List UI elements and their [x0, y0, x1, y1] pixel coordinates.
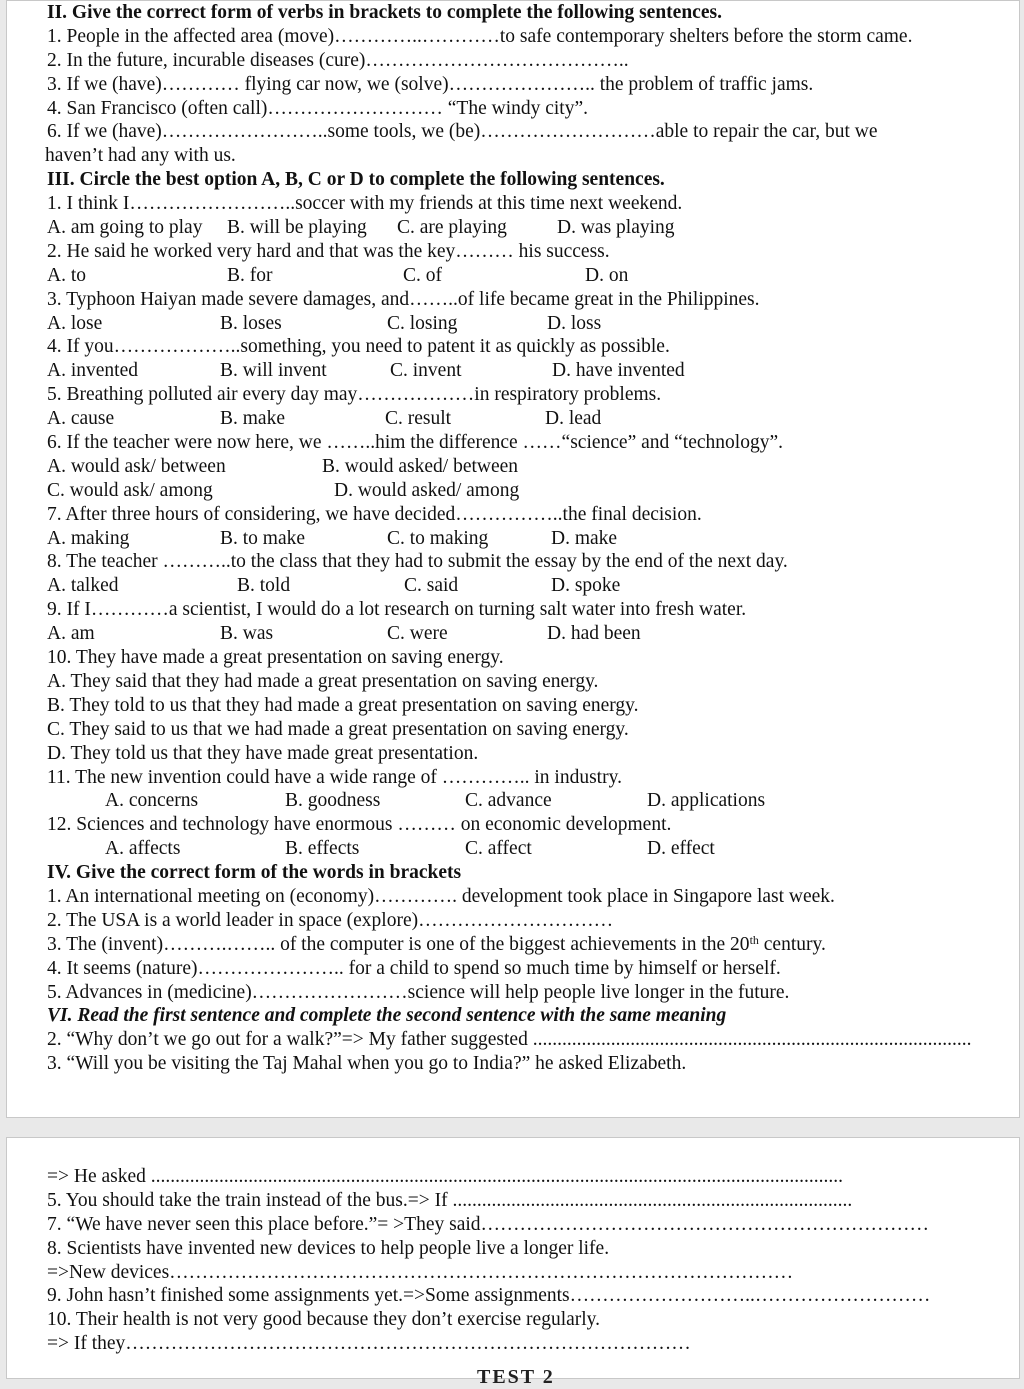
sec4-question-5: 5. Advances in (medicine)……………………science will help people live longer in the future.	[47, 981, 790, 1003]
option-b: B. would asked/ between	[322, 455, 519, 477]
sec2-question-6-cont: haven’t had any with us.	[45, 145, 236, 167]
option-a: A. cause	[47, 408, 115, 430]
sec2-question-6: 6. If we (have)……………………..some tools, we (be)………………………able to repair the car, but we	[47, 121, 878, 143]
option-b: B. effects	[285, 838, 360, 860]
option-c: C. were	[387, 623, 448, 645]
option-c: C. losing	[387, 312, 458, 334]
sec3-question: 2. He said he worked very hard and that was the key……… his success.	[47, 240, 610, 262]
section-3-heading: III. Circle the best option A, B, C or D to complete the following sentences.	[47, 169, 665, 191]
page-1-content	[47, 1, 999, 1076]
section-6-heading: VI. Read the first sentence and complete the second sentence with the same meaning	[47, 1005, 727, 1027]
option-d: D. would asked/ among	[334, 479, 520, 501]
option-d: D. was playing	[557, 217, 675, 239]
sec3-options	[47, 407, 999, 431]
section-4-heading: IV. Give the correct form of the words in brackets	[47, 862, 462, 884]
sec4-question-3	[47, 933, 999, 957]
sec2-question-2: 2. In the future, incurable diseases (cure)…………………………………..	[47, 49, 629, 71]
option-a: A. lose	[47, 312, 103, 334]
option-d: D. lead	[545, 408, 602, 430]
option-a: A. talked	[47, 575, 119, 597]
sec3-question-11: 11. The new invention could have a wide range of ………….. in industry.	[47, 766, 622, 788]
option-b: B. goodness	[285, 790, 381, 812]
option-b: B. for	[227, 264, 273, 286]
sec3-options	[47, 527, 999, 551]
sec3-options	[47, 574, 999, 598]
option-a: A. concerns	[105, 790, 199, 812]
sec4-question-2: 2. The USA is a world leader in space (explore)…………………………	[47, 909, 614, 931]
question-9: 9. John hasn’t finished some assignments yet.=>Some assignments………………………..………………………	[47, 1285, 931, 1307]
sec3-question-6: 6. If the teacher were now here, we ……..him the difference ……“science” and “technology”.	[47, 432, 783, 454]
option-c: C. would ask/ among	[47, 479, 213, 501]
sec4-question-3-end: century.	[758, 933, 826, 955]
sec3-options	[47, 359, 999, 383]
sec3-question: 4. If you………………..something, you need to patent it as quickly as possible.	[47, 336, 670, 358]
option-d: D. make	[551, 527, 618, 549]
option-d: D. applications	[647, 790, 766, 812]
option-c: C. of	[403, 264, 442, 286]
option-d: D. effect	[647, 838, 715, 860]
option-b: B. was	[220, 623, 274, 645]
option-d: D. spoke	[551, 575, 621, 597]
question-10: 10. Their health is not very good because they don’t exercise regularly.	[47, 1309, 601, 1331]
sec4-question-3-text: 3. The (invent)……….…….. of the computer is one of the biggest achievements in the 20	[47, 933, 750, 955]
page-2-content	[47, 1165, 999, 1356]
section-2-heading: II. Give the correct form of verbs in brackets to complete the following sentences.	[47, 2, 722, 23]
option-c: C. said	[404, 575, 459, 597]
option-b: B. will be playing	[227, 217, 367, 239]
option-a: A. invented	[47, 360, 138, 382]
sec3-options-12	[47, 837, 999, 861]
answer-line: => He asked ..............................................................................................................................................	[47, 1166, 844, 1187]
option-c: C. affect	[465, 838, 532, 860]
option-a: A. affects	[105, 838, 181, 860]
option-b: B. loses	[220, 312, 282, 334]
option-d: D. had been	[547, 623, 641, 645]
option-d: D. They told us that they have made great presentation.	[47, 742, 479, 764]
option-a: A. am going to play	[47, 217, 203, 239]
option-b: B. to make	[220, 527, 306, 549]
question-8: 8. Scientists have invented new devices to help people live a longer life.	[47, 1237, 610, 1259]
option-d: D. have invented	[552, 360, 685, 382]
sec3-question: 7. After three hours of considering, we have decided……………..the final decision.	[47, 503, 702, 525]
sec3-question: 3. Typhoon Haiyan made severe damages, and……..of life became great in the Philippines.	[47, 288, 760, 310]
sec4-question-4: 4. It seems (nature)………………….. for a child to spend so much time by himself or herself.	[47, 957, 781, 979]
sec3-question: 9. If I…………a scientist, I would do a lot research on turning salt water into fresh water.	[47, 599, 747, 621]
option-a: A. would ask/ between	[47, 455, 226, 477]
option-b: B. make	[220, 408, 285, 430]
next-section-heading-cropped: TEST 2	[477, 1366, 555, 1388]
option-c: C. are playing	[397, 217, 507, 239]
answer-line: =>New devices……………………………………………………………………………………	[47, 1261, 794, 1283]
sec4-question-1: 1. An international meeting on (economy)…………. development took place in Singapore last week.	[47, 885, 835, 907]
option-a: A. to	[47, 264, 86, 286]
sec3-options	[47, 264, 999, 288]
worksheet-page-2	[6, 1137, 1020, 1388]
option-a: A. They said that they had made a great presentation on saving energy.	[47, 670, 599, 692]
question-7: 7. “We have never seen this place before.”= >They said……………………………………………………………	[47, 1213, 930, 1235]
option-b: B. They told to us that they had made a great presentation on saving energy.	[47, 694, 639, 716]
option-d: D. loss	[547, 312, 602, 334]
sec3-options	[47, 312, 999, 336]
sec3-question: 1. I think I……………………..soccer with my friends at this time next weekend.	[47, 193, 683, 215]
sec3-options	[47, 216, 999, 240]
sec3-question: 5. Breathing polluted air every day may………………in respiratory problems.	[47, 384, 662, 406]
option-c: C. to making	[387, 527, 489, 549]
answer-line: => If they……………………………………………………………………………	[47, 1333, 691, 1355]
sec2-question-3: 3. If we (have)………… flying car now, we (solve)………………….. the problem of traffic jams.	[47, 73, 814, 95]
option-c: C. advance	[465, 790, 552, 812]
option-c: C. result	[385, 408, 452, 430]
option-b: B. will invent	[220, 360, 327, 382]
sec3-options-11	[47, 789, 999, 813]
option-d: D. on	[585, 264, 629, 286]
sec3-options	[47, 622, 999, 646]
sec3-question-10: 10. They have made a great presentation on saving energy.	[47, 647, 504, 669]
option-a: A. am	[47, 623, 95, 645]
sec2-question-1: 1. People in the affected area (move)…………..…………to safe contemporary shelters before the storm came.	[47, 25, 913, 47]
option-c: C. invent	[390, 360, 462, 382]
sec2-question-4: 4. San Francisco (often call)……………………… “The windy city”.	[47, 97, 589, 119]
option-a: A. making	[47, 527, 130, 549]
sec3-question: 8. The teacher ………..to the class that they had to submit the essay by the end of the next day.	[47, 551, 788, 573]
sec3-options-6cd	[47, 479, 999, 503]
question-5: 5. You should take the train instead of the bus.=> If ..................................................................................	[47, 1189, 853, 1211]
sec3-question-12: 12. Sciences and technology have enormous ……… on economic development.	[47, 814, 672, 836]
sec6-question-3: 3. “Will you be visiting the Taj Mahal when you go to India?” he asked Elizabeth.	[47, 1053, 687, 1075]
option-b: B. told	[237, 575, 291, 597]
superscript: th	[749, 932, 759, 947]
sec3-options-6ab	[47, 455, 999, 479]
sec6-question-2: 2. “Why don’t we go out for a walk?”=> My father suggested ..........................................................................................	[47, 1029, 972, 1051]
worksheet-page-1	[6, 0, 1020, 1118]
option-c: C. They said to us that we had made a great presentation on saving energy.	[47, 718, 629, 740]
